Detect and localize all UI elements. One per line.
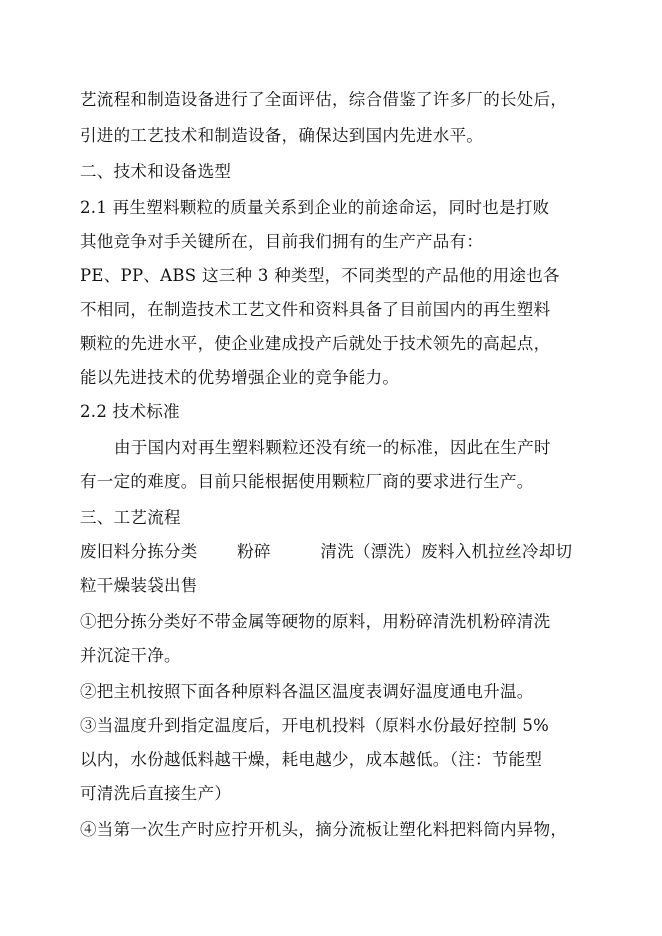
flow-step-crushing: 粉碎 xyxy=(237,542,271,561)
text-line: 不相同，在制造技术工艺文件和资料具备了目前国内的再生塑料 xyxy=(80,300,551,319)
list-item: ②把主机按照下面各种原料各温区温度表调好温度通电升温。 xyxy=(80,682,534,701)
text-line: 可清洗后直接生产） xyxy=(80,784,232,803)
text-line: 有一定的难度。目前只能根据使用颗粒厂商的要求进行生产。 xyxy=(80,472,534,491)
text-line: 2.1 再生塑料颗粒的质量关系到企业的前途命运，同时也是打败 xyxy=(80,198,550,217)
text-line: 并沉淀干净。 xyxy=(80,646,181,665)
text-line: 艺流程和制造设备进行了全面评估，综合借鉴了许多厂的长处后， xyxy=(80,90,568,109)
section-heading: 二、技术和设备选型 xyxy=(80,162,232,181)
list-item: ③当温度升到指定温度后，开电机投料（原料水份最好控制 5% xyxy=(80,716,550,735)
flow-step-sorting: 废旧料分拣分类 xyxy=(80,542,198,561)
section-heading: 三、工艺流程 xyxy=(80,508,181,527)
text-line: 其他竞争对手关键所在，目前我们拥有的生产产品有： xyxy=(80,232,484,251)
text-line: 由于国内对再生塑料颗粒还没有统一的标准，因此在生产时 xyxy=(114,438,551,457)
flow-step-washing: 清洗（漂洗）废料入机拉丝冷却切 xyxy=(320,542,573,561)
text-line: 粒干燥装袋出售 xyxy=(80,576,198,595)
text-line: 以内，水份越低料越干燥，耗电越少，成本越低。（注：节能型 xyxy=(80,750,543,769)
text-line: PE、PP、ABS 这三种 3 种类型，不同类型的产品他的用途也各 xyxy=(80,266,560,285)
text-line: 能以先进技术的优势增强企业的竞争能力。 xyxy=(80,368,400,387)
text-line: 颗粒的先进水平，使企业建成投产后就处于技术领先的高起点， xyxy=(80,334,551,353)
process-flow-line xyxy=(80,541,572,563)
text-line: 引进的工艺技术和制造设备，确保达到国内先进水平。 xyxy=(80,126,484,145)
list-item: ④当第一次生产时应拧开机头，摘分流板让塑化料把料筒内异物， xyxy=(80,820,568,839)
subsection-heading: 2.2 技术标准 xyxy=(80,402,180,421)
list-item: ①把分拣分类好不带金属等硬物的原料，用粉碎清洗机粉碎清洗 xyxy=(80,612,551,631)
